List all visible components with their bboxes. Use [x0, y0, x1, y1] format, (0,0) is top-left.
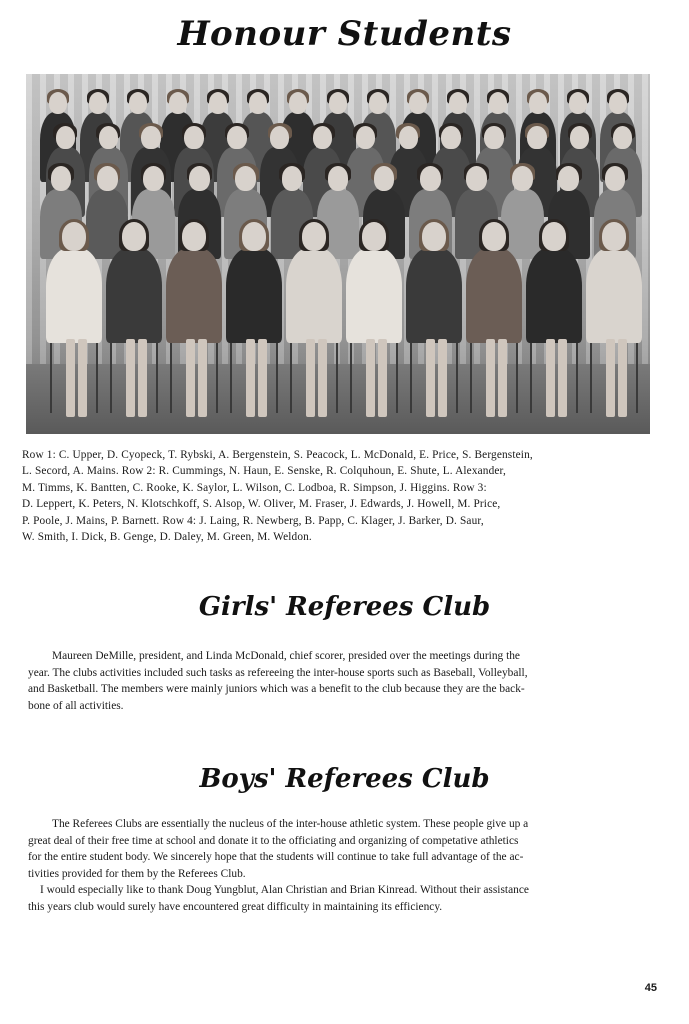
chair-leg — [576, 343, 578, 413]
girls-club-heading: Girls' Referees Club — [198, 592, 491, 622]
person-legs — [306, 339, 315, 417]
person-head — [143, 166, 164, 191]
person-head — [129, 92, 147, 114]
photo-caption — [22, 447, 662, 545]
person-body — [226, 248, 281, 343]
person-legs — [366, 339, 375, 417]
person-legs — [318, 339, 327, 417]
person-head — [466, 166, 487, 191]
person-body — [406, 248, 461, 343]
paragraph-line: year. The clubs activities included such tasks as refereeing the inter-house sports such as Baseball, Volleyball, — [28, 666, 528, 679]
person-head — [399, 126, 418, 149]
chair-leg — [470, 343, 472, 413]
caption-line: Row 1: C. Upper, D. Cyopeck, T. Rybski, A. Bergenstein, S. Peacock, L. McDonald, E. Price, S. Bergenstein, — [22, 449, 533, 461]
person-legs — [558, 339, 567, 417]
chair-leg — [50, 343, 52, 413]
person-legs — [186, 339, 195, 417]
person-head — [527, 126, 546, 149]
person-legs — [546, 339, 555, 417]
person-head — [242, 222, 266, 251]
chair-leg — [156, 343, 158, 413]
caption-line: D. Leppert, K. Peters, N. Klotschkoff, S. Alsop, W. Oliver, M. Fraser, J. Edwards, J. Howell, M. Price, — [22, 498, 501, 511]
person-head — [141, 126, 160, 149]
page-number: 45 — [644, 982, 657, 994]
paragraph-line: great deal of their free time at school and donate it to the officiating and organizing of competative athletics — [28, 834, 519, 847]
person-head — [362, 222, 386, 251]
boys-club-paragraph — [28, 816, 646, 916]
person-head — [602, 222, 626, 251]
person-head — [189, 166, 210, 191]
person-head — [302, 222, 326, 251]
chair-leg — [396, 343, 398, 413]
person-head — [609, 92, 627, 114]
person-head — [249, 92, 267, 114]
person-body — [286, 248, 341, 343]
paragraph-line: bone of all activities. — [28, 699, 124, 712]
chair-leg — [590, 343, 592, 413]
paragraph-line: for the entire student body. We sincerely hope that the students will continue to take full advantage of the ac- — [28, 851, 524, 864]
person-legs — [138, 339, 147, 417]
person-head — [369, 92, 387, 114]
person-head — [51, 166, 72, 191]
person-head — [482, 222, 506, 251]
person-legs — [126, 339, 135, 417]
group-photo — [26, 74, 650, 434]
person-body — [166, 248, 221, 343]
person-body — [526, 248, 581, 343]
girls-club-paragraph — [28, 648, 646, 714]
person-head — [542, 222, 566, 251]
person-legs — [498, 339, 507, 417]
person-legs — [378, 339, 387, 417]
person-head — [605, 166, 626, 191]
person-body — [466, 248, 521, 343]
caption-line: P. Poole, J. Mains, P. Barnett. Row 4: J. Laing, R. Newberg, B. Papp, C. Klager, J. Barker, D. Saur, — [22, 514, 484, 527]
chair-leg — [350, 343, 352, 413]
paragraph-line: and Basketball. The members were mainly juniors which was a benefit to the club because they are the back- — [28, 683, 525, 696]
person-head — [422, 222, 446, 251]
caption-line: W. Smith, I. Dick, B. Genge, D. Daley, M. Green, M. Weldon. — [22, 531, 312, 544]
person-head — [182, 222, 206, 251]
person-head — [489, 92, 507, 114]
chair-leg — [110, 343, 112, 413]
paragraph-line: I would especially like to thank Doug Yungblut, Alan Christian and Brian Kinread. Without their assistance — [40, 884, 529, 897]
person-legs — [618, 339, 627, 417]
chair-leg — [170, 343, 172, 413]
person-body — [106, 248, 161, 343]
person-head — [529, 92, 547, 114]
person-head — [209, 92, 227, 114]
person-head — [99, 126, 118, 149]
person-legs — [246, 339, 255, 417]
person-head — [49, 92, 67, 114]
person-head — [512, 166, 533, 191]
page-title: Honour Students — [177, 14, 512, 54]
person-head — [374, 166, 395, 191]
chair-leg — [410, 343, 412, 413]
person-legs — [606, 339, 615, 417]
person-head — [420, 166, 441, 191]
person-head — [569, 92, 587, 114]
person-legs — [78, 339, 87, 417]
person-head — [56, 126, 75, 149]
chair-leg — [530, 343, 532, 413]
chair-leg — [96, 343, 98, 413]
person-legs — [198, 339, 207, 417]
person-head — [282, 166, 303, 191]
person-head — [313, 126, 332, 149]
person-head — [289, 92, 307, 114]
chair-leg — [276, 343, 278, 413]
person-head — [356, 126, 375, 149]
person-body — [586, 248, 641, 343]
person-head — [97, 166, 118, 191]
person-head — [484, 126, 503, 149]
person-head — [184, 126, 203, 149]
chair-leg — [336, 343, 338, 413]
person-head — [449, 92, 467, 114]
chair-leg — [290, 343, 292, 413]
chair-leg — [230, 343, 232, 413]
person-body — [46, 248, 101, 343]
chair-leg — [636, 343, 638, 413]
person-head — [570, 126, 589, 149]
person-head — [227, 126, 246, 149]
paragraph-line: this years club would surely have encountered great difficulty in maintaining its efficiency. — [28, 900, 443, 913]
paragraph-line: tivities provided for them by the Referees Club. — [28, 867, 246, 880]
person-head — [122, 222, 146, 251]
person-head — [89, 92, 107, 114]
person-legs — [426, 339, 435, 417]
person-head — [558, 166, 579, 191]
chair-leg — [456, 343, 458, 413]
paragraph-line: The Referees Clubs are essentially the nucleus of the inter-house athletic system. These people give up a — [52, 818, 529, 830]
person-legs — [66, 339, 75, 417]
person-head — [270, 126, 289, 149]
person-legs — [258, 339, 267, 417]
caption-line: M. Timms, K. Bantten, C. Rooke, K. Saylor, L. Wilson, C. Lodboa, R. Simpson, J. Higgins. Row 3: — [22, 481, 487, 494]
chair-leg — [216, 343, 218, 413]
chair-leg — [516, 343, 518, 413]
person-legs — [486, 339, 495, 417]
person-head — [235, 166, 256, 191]
person-head — [329, 92, 347, 114]
person-body — [346, 248, 401, 343]
paragraph-line: Maureen DeMille, president, and Linda McDonald, chief scorer, presided over the meetings during the — [52, 650, 520, 662]
person-head — [613, 126, 632, 149]
floor — [26, 364, 650, 434]
person-head — [169, 92, 187, 114]
person-legs — [438, 339, 447, 417]
person-head — [409, 92, 427, 114]
person-head — [62, 222, 86, 251]
person-head — [328, 166, 349, 191]
boys-club-heading: Boys' Referees Club — [199, 764, 490, 794]
caption-line: L. Secord, A. Mains. Row 2: R. Cummings, N. Haun, E. Senske, R. Colquhoun, E. Shute, L. Alexander, — [22, 465, 506, 478]
person-head — [441, 126, 460, 149]
